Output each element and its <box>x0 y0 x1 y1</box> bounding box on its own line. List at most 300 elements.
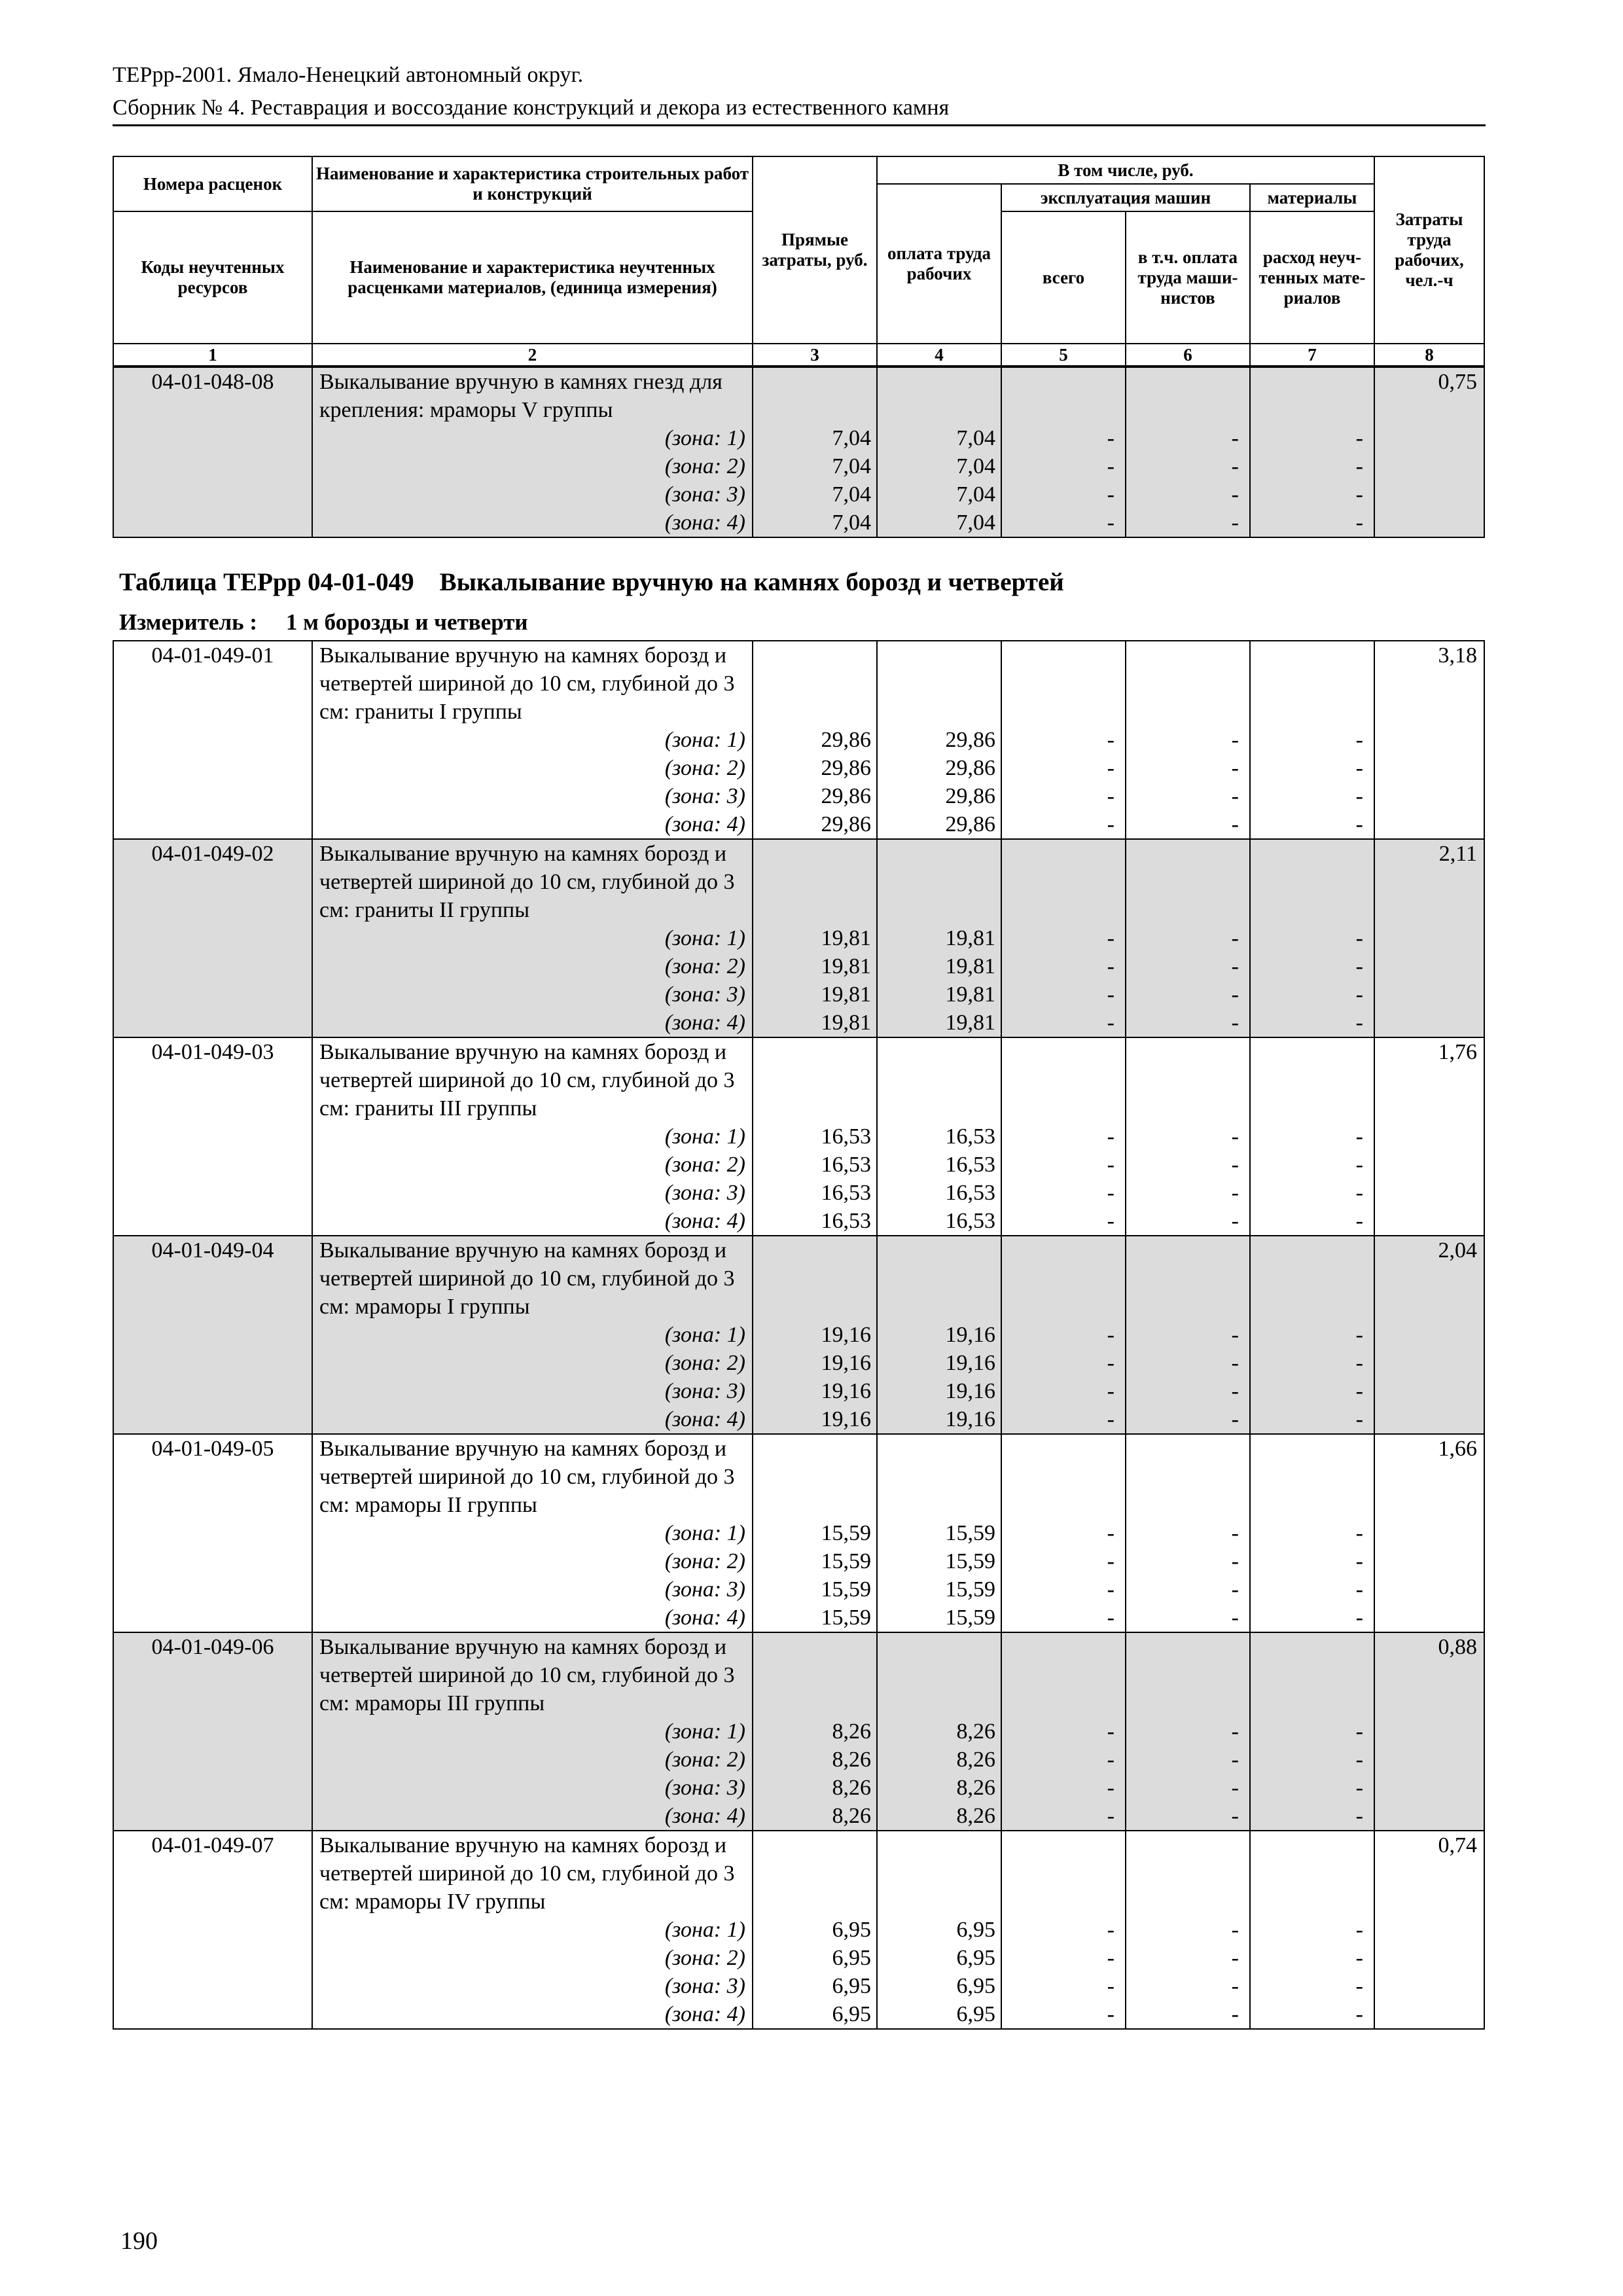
header-machinist-pay: в т.ч. оплата труда маши-нистов <box>1126 211 1250 344</box>
unaccounted-materials-value: - <box>1355 1407 1363 1431</box>
direct-costs-value: 15,59 <box>821 1521 871 1545</box>
unaccounted-materials-value: - <box>1355 1124 1363 1149</box>
unaccounted-materials-value: - <box>1355 1804 1363 1828</box>
labor-pay-value: 16,53 <box>945 1153 995 1177</box>
rates-table <box>113 640 1485 2030</box>
machinist-pay-value: - <box>1231 812 1239 836</box>
zone-label: (зона: 3) <box>664 1379 745 1403</box>
machines-total-value: - <box>1107 426 1115 450</box>
table-number: Таблица ТЕРрр 04-01-049 <box>119 568 414 596</box>
zone-label: (зона: 3) <box>664 982 745 1007</box>
unaccounted-materials-value: - <box>1355 784 1363 808</box>
direct-costs-value: 19,16 <box>821 1351 871 1375</box>
zone-label: (зона: 4) <box>664 812 745 836</box>
machinist-pay-value: - <box>1231 2002 1239 2026</box>
machines-total-value: - <box>1107 1181 1115 1205</box>
zone-label: (зона: 4) <box>664 1804 745 1828</box>
unaccounted-materials-value: - <box>1355 1323 1363 1347</box>
machines-total-value: - <box>1107 454 1115 478</box>
machines-total-value: - <box>1107 1946 1115 1970</box>
direct-costs-value: 16,53 <box>821 1181 871 1205</box>
direct-costs-value: 8,26 <box>832 1719 871 1744</box>
machines-total-value: - <box>1107 1974 1115 1998</box>
unaccounted-materials-value: - <box>1355 812 1363 836</box>
machinist-pay-value: - <box>1231 1605 1239 1630</box>
labor-pay <box>877 1632 1001 1831</box>
table-row <box>113 1236 1484 1434</box>
labor-pay-value: 29,86 <box>945 812 995 836</box>
machines-total-value: - <box>1107 812 1115 836</box>
machinist-pay-value: - <box>1231 1521 1239 1545</box>
labor-costs: 1,66 <box>1374 1434 1484 1632</box>
rate-code: 04-01-049-05 <box>113 1434 312 1632</box>
machinist-pay-value: - <box>1231 982 1239 1007</box>
machinist-pay <box>1126 1434 1250 1632</box>
unaccounted-materials-value: - <box>1355 1379 1363 1403</box>
machinist-pay-value: - <box>1231 784 1239 808</box>
previous-rate-table <box>113 367 1485 538</box>
direct-costs-value: 29,86 <box>821 812 871 836</box>
direct-costs-value: 16,53 <box>821 1153 871 1177</box>
rate-name <box>312 641 753 839</box>
machinist-pay-value: - <box>1231 511 1239 535</box>
labor-pay <box>877 1037 1001 1236</box>
machines-total-value: - <box>1107 926 1115 950</box>
machinist-pay <box>1126 1831 1250 2029</box>
table-row <box>113 1831 1484 2029</box>
direct-costs-value: 16,53 <box>821 1124 871 1149</box>
zone-label: (зона: 3) <box>664 1974 745 1998</box>
labor-pay-value: 19,16 <box>945 1323 995 1347</box>
labor-pay-value: 6,95 <box>956 1974 995 1998</box>
machinist-pay-value: - <box>1231 1549 1239 1573</box>
labor-costs: 1,76 <box>1374 1037 1484 1236</box>
labor-pay-value: 15,59 <box>945 1605 995 1630</box>
table-title <box>119 567 1064 598</box>
direct-costs-value: 8,26 <box>832 1804 871 1828</box>
table-name: Выкалывание вручную на камнях борозд и четвертей <box>439 568 1064 596</box>
direct-costs-value: 15,59 <box>821 1549 871 1573</box>
machinist-pay-value: - <box>1231 1351 1239 1375</box>
rate-name <box>312 1236 753 1434</box>
machinist-pay-value: - <box>1231 426 1239 450</box>
machines-total-value: - <box>1107 728 1115 752</box>
zone-label: (зона: 3) <box>664 784 745 808</box>
labor-pay-value: 8,26 <box>956 1776 995 1800</box>
unaccounted-materials <box>1250 1632 1374 1831</box>
rate-name <box>312 1831 753 2029</box>
machines-total <box>1001 641 1126 839</box>
direct-costs-value: 8,26 <box>832 1776 871 1800</box>
direct-costs <box>753 1434 877 1632</box>
header-labor-pay: оплата труда рабочих <box>877 184 1001 344</box>
rate-name <box>312 1037 753 1236</box>
machines-total-value: - <box>1107 784 1115 808</box>
column-number: 3 <box>753 344 877 366</box>
rate-description: Выкалывание вручную на камнях борозд и четвертей шириной до 10 см, глубиной до 3 см: мраморы II группы <box>319 1437 735 1517</box>
labor-pay-value: 19,81 <box>945 1011 995 1035</box>
unaccounted-materials-value: - <box>1355 1605 1363 1630</box>
header-labor-costs: Затраты труда рабочих, чел.-ч <box>1374 156 1484 344</box>
rate-name <box>312 1632 753 1831</box>
labor-pay-value: 15,59 <box>945 1549 995 1573</box>
machinist-pay <box>1126 1037 1250 1236</box>
zone-label: (зона: 3) <box>664 1776 745 1800</box>
labor-pay <box>877 1236 1001 1434</box>
machines-total-value: - <box>1107 1776 1115 1800</box>
direct-costs-value: 8,26 <box>832 1748 871 1772</box>
machines-total <box>1001 839 1126 1037</box>
machinist-pay-value: - <box>1231 954 1239 978</box>
machines-total-value: - <box>1107 2002 1115 2026</box>
machines-total-value: - <box>1107 1379 1115 1403</box>
machinist-pay-value: - <box>1231 1209 1239 1233</box>
machinist-pay-value: - <box>1231 1153 1239 1177</box>
rate-code: 04-01-048-08 <box>113 367 312 537</box>
machinist-pay-value: - <box>1231 926 1239 950</box>
zone-label: (зона: 1) <box>664 1719 745 1744</box>
rate-description: Выкалывание вручную на камнях борозд и четвертей шириной до 10 см, глубиной до 3 см: граниты III группы <box>319 1040 735 1121</box>
machinist-pay-value: - <box>1231 1323 1239 1347</box>
zone-label: (зона: 1) <box>664 728 745 752</box>
direct-costs <box>753 1831 877 2029</box>
labor-pay-value: 8,26 <box>956 1804 995 1828</box>
header-codes: Номера расценок <box>113 156 312 211</box>
zone-label: (зона: 2) <box>664 1946 745 1970</box>
labor-costs: 0,88 <box>1374 1632 1484 1831</box>
header-name: Наименование и характеристика строительных работ и конструкций <box>312 156 753 211</box>
machines-total-value: - <box>1107 1209 1115 1233</box>
direct-costs-value: 19,81 <box>821 954 871 978</box>
unaccounted-materials-value: - <box>1355 1918 1363 1942</box>
labor-pay-value: 15,59 <box>945 1521 995 1545</box>
rate-code: 04-01-049-04 <box>113 1236 312 1434</box>
unaccounted-materials-value: - <box>1355 1351 1363 1375</box>
machinist-pay-value: - <box>1231 1124 1239 1149</box>
zone-label: (зона: 2) <box>664 454 745 478</box>
machines-total-value: - <box>1107 1804 1115 1828</box>
rate-name <box>312 1434 753 1632</box>
header-resource-codes: Коды неучтенных ресурсов <box>113 211 312 344</box>
machines-total-value: - <box>1107 1549 1115 1573</box>
header-materials: материалы <box>1250 184 1374 211</box>
unaccounted-materials <box>1250 1831 1374 2029</box>
header-including: В том числе, руб. <box>877 156 1374 184</box>
machines-total-value: - <box>1107 954 1115 978</box>
rate-code: 04-01-049-01 <box>113 641 312 839</box>
direct-costs-value: 29,86 <box>821 756 871 780</box>
zone-label: (зона: 3) <box>664 482 745 507</box>
machines-total <box>1001 1037 1126 1236</box>
unaccounted-materials-value: - <box>1355 482 1363 507</box>
labor-pay-value: 6,95 <box>956 2002 995 2026</box>
unaccounted-materials-value: - <box>1355 454 1363 478</box>
rate-code: 04-01-049-07 <box>113 1831 312 2029</box>
header-direct-costs: Прямые затраты, руб. <box>753 156 877 344</box>
labor-pay-value: 16,53 <box>945 1209 995 1233</box>
document-title: ТЕРрр-2001. Ямало-Ненецкий автономный округ. <box>113 63 584 87</box>
direct-costs-value: 19,81 <box>821 1011 871 1035</box>
direct-costs <box>753 1236 877 1434</box>
unaccounted-materials <box>1250 1037 1374 1236</box>
unaccounted-materials <box>1250 1236 1374 1434</box>
zone-label: (зона: 1) <box>664 1918 745 1942</box>
unaccounted-materials-value: - <box>1355 1011 1363 1035</box>
machinist-pay-value: - <box>1231 1181 1239 1205</box>
labor-pay-value: 6,95 <box>956 1946 995 1970</box>
labor-pay <box>877 1831 1001 2029</box>
machines-total-value: - <box>1107 1605 1115 1630</box>
unaccounted-materials-value: - <box>1355 2002 1363 2026</box>
table-row <box>113 1037 1484 1236</box>
unaccounted-materials-value: - <box>1355 982 1363 1007</box>
machinist-pay <box>1126 1236 1250 1434</box>
direct-costs <box>753 641 877 839</box>
page-number: 190 <box>120 2227 158 2255</box>
header-machines: эксплуатация машин <box>1001 184 1250 211</box>
machinist-pay-value: - <box>1231 1719 1239 1744</box>
zone-label: (зона: 4) <box>664 1407 745 1431</box>
header-machines-total: всего <box>1001 211 1126 344</box>
labor-pay-value: 19,16 <box>945 1379 995 1403</box>
labor-pay-value: 19,16 <box>945 1351 995 1375</box>
machines-total-value: - <box>1107 1153 1115 1177</box>
column-header-table <box>113 156 1485 367</box>
labor-pay-value: 29,86 <box>945 784 995 808</box>
zone-label: (зона: 3) <box>664 1181 745 1205</box>
labor-pay <box>877 641 1001 839</box>
rate-description: Выкалывание вручную на камнях борозд и четвертей шириной до 10 см, глубиной до 3 см: граниты I группы <box>319 643 735 724</box>
rate-code: 04-01-049-02 <box>113 839 312 1037</box>
unaccounted-materials-value: - <box>1355 511 1363 535</box>
machinist-pay-value: - <box>1231 1804 1239 1828</box>
labor-costs: 2,11 <box>1374 839 1484 1037</box>
unaccounted-materials-value: - <box>1355 1577 1363 1602</box>
unaccounted-materials-value: - <box>1355 756 1363 780</box>
labor-pay-value: 29,86 <box>945 728 995 752</box>
machines-total-value: - <box>1107 1351 1115 1375</box>
zone-label: (зона: 1) <box>664 1323 745 1347</box>
direct-costs <box>753 367 877 537</box>
table-row <box>113 1434 1484 1632</box>
column-number: 1 <box>113 344 312 366</box>
zone-label: (зона: 2) <box>664 954 745 978</box>
machines-total-value: - <box>1107 1124 1115 1149</box>
labor-pay <box>877 367 1001 537</box>
machinist-pay <box>1126 367 1250 537</box>
labor-pay-value: 19,81 <box>945 954 995 978</box>
zone-label: (зона: 2) <box>664 756 745 780</box>
zone-label: (зона: 4) <box>664 1209 745 1233</box>
machinist-pay-value: - <box>1231 1748 1239 1772</box>
labor-pay <box>877 839 1001 1037</box>
direct-costs-value: 6,95 <box>832 1974 871 1998</box>
zone-label: (зона: 2) <box>664 1549 745 1573</box>
machines-total-value: - <box>1107 1577 1115 1602</box>
table-row <box>113 641 1484 839</box>
zone-label: (зона: 1) <box>664 1521 745 1545</box>
column-number: 4 <box>877 344 1001 366</box>
unaccounted-materials-value: - <box>1355 426 1363 450</box>
machinist-pay-value: - <box>1231 1918 1239 1942</box>
labor-costs: 0,75 <box>1374 367 1484 537</box>
rate-code: 04-01-049-03 <box>113 1037 312 1236</box>
machinist-pay <box>1126 641 1250 839</box>
machines-total <box>1001 1434 1126 1632</box>
machinist-pay <box>1126 839 1250 1037</box>
direct-costs <box>753 1037 877 1236</box>
labor-costs: 2,04 <box>1374 1236 1484 1434</box>
column-number: 7 <box>1250 344 1374 366</box>
labor-pay <box>877 1434 1001 1632</box>
table-row <box>113 839 1484 1037</box>
unaccounted-materials-value: - <box>1355 1748 1363 1772</box>
direct-costs <box>753 839 877 1037</box>
labor-pay-value: 19,81 <box>945 926 995 950</box>
machines-total-value: - <box>1107 482 1115 507</box>
rate-description: Выкалывание вручную на камнях борозд и четвертей шириной до 10 см, глубиной до 3 см: мраморы I группы <box>319 1238 735 1319</box>
machines-total-value: - <box>1107 1011 1115 1035</box>
direct-costs-value: 7,04 <box>832 482 871 507</box>
unaccounted-materials-value: - <box>1355 926 1363 950</box>
labor-pay-value: 7,04 <box>956 426 995 450</box>
labor-costs: 3,18 <box>1374 641 1484 839</box>
machinist-pay-value: - <box>1231 1379 1239 1403</box>
unaccounted-materials-value: - <box>1355 1776 1363 1800</box>
direct-costs <box>753 1632 877 1831</box>
table-row <box>113 1632 1484 1831</box>
machinist-pay-value: - <box>1231 1407 1239 1431</box>
unaccounted-materials-value: - <box>1355 728 1363 752</box>
rate-description: Выкалывание вручную на камнях борозд и четвертей шириной до 10 см, глубиной до 3 см: мраморы III группы <box>319 1635 735 1715</box>
machines-total-value: - <box>1107 511 1115 535</box>
header-divider <box>113 124 1486 126</box>
machines-total <box>1001 367 1126 537</box>
zone-label: (зона: 1) <box>664 926 745 950</box>
column-number: 6 <box>1126 344 1250 366</box>
rate-code: 04-01-049-06 <box>113 1632 312 1831</box>
direct-costs-value: 29,86 <box>821 784 871 808</box>
direct-costs-value: 16,53 <box>821 1209 871 1233</box>
table-row <box>113 367 1484 537</box>
unaccounted-materials <box>1250 367 1374 537</box>
unaccounted-materials-value: - <box>1355 1946 1363 1970</box>
zone-label: (зона: 3) <box>664 1577 745 1602</box>
labor-pay-value: 16,53 <box>945 1181 995 1205</box>
unaccounted-materials-value: - <box>1355 1153 1363 1177</box>
labor-pay-value: 8,26 <box>956 1748 995 1772</box>
labor-pay-value: 7,04 <box>956 511 995 535</box>
machinist-pay-value: - <box>1231 1946 1239 1970</box>
direct-costs-value: 15,59 <box>821 1605 871 1630</box>
machinist-pay-value: - <box>1231 1776 1239 1800</box>
rate-description: Выкалывание вручную на камнях борозд и четвертей шириной до 10 см, глубиной до 3 см: мраморы IV группы <box>319 1833 735 1914</box>
labor-pay-value: 16,53 <box>945 1124 995 1149</box>
machinist-pay-value: - <box>1231 756 1239 780</box>
machines-total-value: - <box>1107 1719 1115 1744</box>
column-number: 8 <box>1374 344 1484 366</box>
measurement-label: Измеритель : <box>119 609 258 635</box>
rate-description: Выкалывание вручную на камнях борозд и четвертей шириной до 10 см, глубиной до 3 см: граниты II группы <box>319 842 735 922</box>
direct-costs-value: 29,86 <box>821 728 871 752</box>
direct-costs-value: 19,81 <box>821 926 871 950</box>
unaccounted-materials <box>1250 641 1374 839</box>
direct-costs-value: 6,95 <box>832 1918 871 1942</box>
zone-label: (зона: 2) <box>664 1351 745 1375</box>
machinist-pay-value: - <box>1231 1577 1239 1602</box>
unaccounted-materials-value: - <box>1355 1521 1363 1545</box>
unaccounted-materials <box>1250 1434 1374 1632</box>
labor-pay-value: 15,59 <box>945 1577 995 1602</box>
unaccounted-materials-value: - <box>1355 954 1363 978</box>
unaccounted-materials-value: - <box>1355 1181 1363 1205</box>
unaccounted-materials-value: - <box>1355 1209 1363 1233</box>
measurement-unit <box>119 609 528 636</box>
rate-name <box>312 367 753 537</box>
header-resource-name: Наименование и характеристика неучтенных расценками материалов, (единица измерения) <box>312 211 753 344</box>
machinist-pay <box>1126 1632 1250 1831</box>
direct-costs-value: 19,16 <box>821 1407 871 1431</box>
direct-costs-value: 7,04 <box>832 426 871 450</box>
zone-label: (зона: 1) <box>664 1124 745 1149</box>
zone-label: (зона: 1) <box>664 426 745 450</box>
direct-costs-value: 6,95 <box>832 1946 871 1970</box>
zone-label: (зона: 2) <box>664 1153 745 1177</box>
machinist-pay-value: - <box>1231 1011 1239 1035</box>
document-subtitle: Сборник № 4. Реставрация и воссоздание конструкций и декора из естественного камня <box>113 96 950 120</box>
labor-pay-value: 6,95 <box>956 1918 995 1942</box>
measurement-value: 1 м борозды и четверти <box>285 609 528 635</box>
zone-label: (зона: 4) <box>664 2002 745 2026</box>
labor-pay-value: 19,16 <box>945 1407 995 1431</box>
direct-costs-value: 7,04 <box>832 511 871 535</box>
zone-label: (зона: 2) <box>664 1748 745 1772</box>
zone-label: (зона: 4) <box>664 511 745 535</box>
rate-description: Выкалывание вручную в камнях гнезд для крепления: мраморы V группы <box>319 370 722 422</box>
unaccounted-materials-value: - <box>1355 1719 1363 1744</box>
column-number: 5 <box>1001 344 1126 366</box>
machines-total-value: - <box>1107 1407 1115 1431</box>
machines-total-value: - <box>1107 1748 1115 1772</box>
machines-total <box>1001 1632 1126 1831</box>
direct-costs-value: 7,04 <box>832 454 871 478</box>
machines-total-value: - <box>1107 1323 1115 1347</box>
machinist-pay-value: - <box>1231 1974 1239 1998</box>
rate-name <box>312 839 753 1037</box>
machines-total-value: - <box>1107 982 1115 1007</box>
labor-pay-value: 19,81 <box>945 982 995 1007</box>
machinist-pay-value: - <box>1231 454 1239 478</box>
header-unaccounted-materials: расход неуч-тенных мате-риалов <box>1250 211 1374 344</box>
machines-total <box>1001 1831 1126 2029</box>
unaccounted-materials <box>1250 839 1374 1037</box>
machines-total <box>1001 1236 1126 1434</box>
machinist-pay-value: - <box>1231 482 1239 507</box>
zone-label: (зона: 4) <box>664 1011 745 1035</box>
labor-costs: 0,74 <box>1374 1831 1484 2029</box>
unaccounted-materials-value: - <box>1355 1974 1363 1998</box>
machines-total-value: - <box>1107 1521 1115 1545</box>
direct-costs-value: 19,81 <box>821 982 871 1007</box>
unaccounted-materials-value: - <box>1355 1549 1363 1573</box>
machines-total-value: - <box>1107 1918 1115 1942</box>
direct-costs-value: 19,16 <box>821 1379 871 1403</box>
machines-total-value: - <box>1107 756 1115 780</box>
labor-pay-value: 7,04 <box>956 454 995 478</box>
labor-pay-value: 29,86 <box>945 756 995 780</box>
zone-label: (зона: 4) <box>664 1605 745 1630</box>
direct-costs-value: 6,95 <box>832 2002 871 2026</box>
